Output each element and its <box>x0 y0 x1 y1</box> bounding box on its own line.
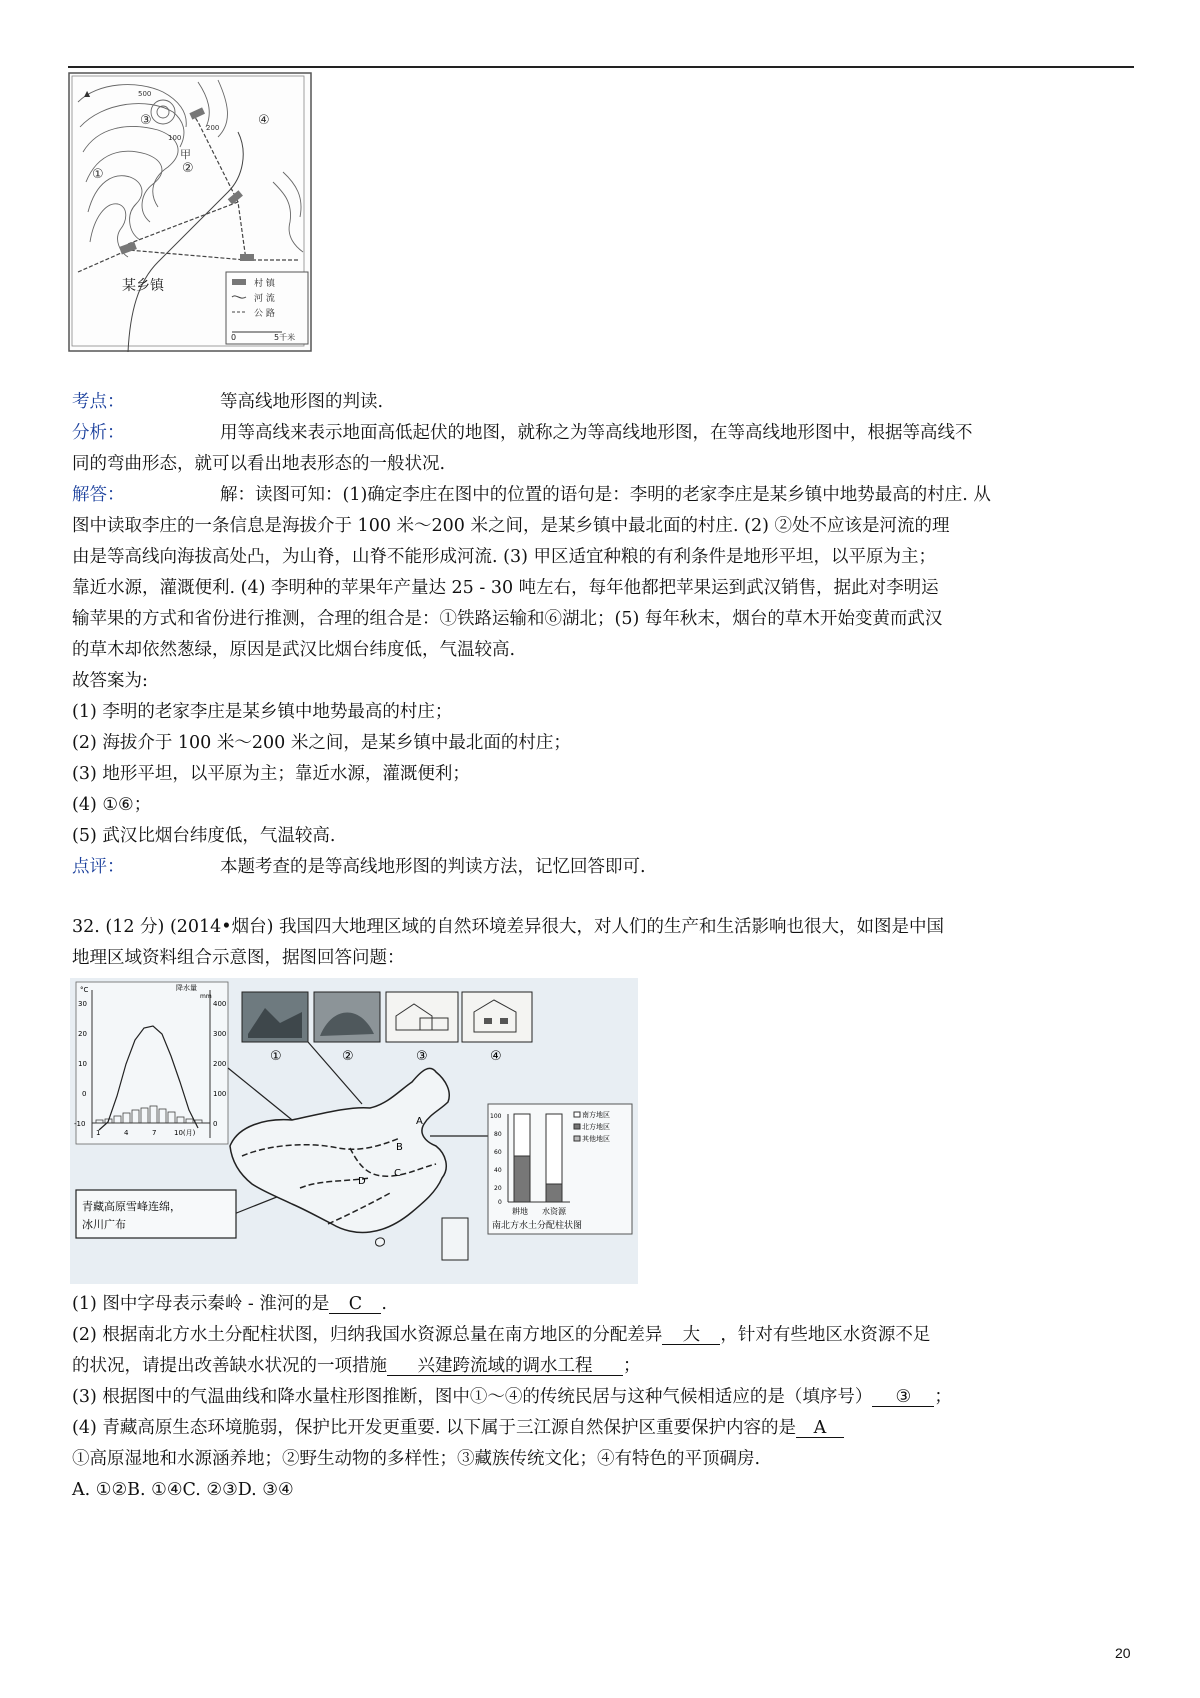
bar-x-gengdi: 耕地 <box>512 1207 528 1216</box>
map-marker-4: ④ <box>258 113 270 128</box>
month-7: 7 <box>152 1129 157 1137</box>
contour-200-label: 200 <box>206 124 220 132</box>
precip-tick-200: 200 <box>213 1060 227 1068</box>
scale-zero: 0 <box>231 333 237 342</box>
bar-y-60: 60 <box>494 1149 502 1156</box>
plateau-note-line1: 青藏高原雪峰连绵， <box>82 1200 181 1213</box>
legend-road: 公 路 <box>254 309 275 319</box>
sub2-end: ，针对有些地区水资源不足 <box>720 1325 931 1345</box>
bar-legend-north: 北方地区 <box>582 1123 610 1131</box>
fenxi-line2: 同的弯曲形态，就可以看出地表形态的一般状况. <box>72 454 446 474</box>
sub1-answer: C <box>329 1295 381 1314</box>
sub2-answer: 大 <box>662 1326 720 1345</box>
precip-tick-400: 400 <box>213 1000 227 1008</box>
contour-100-label: 100 <box>168 134 182 142</box>
legend-village: 村 镇 <box>254 279 275 289</box>
temp-tick-20: 20 <box>78 1030 87 1038</box>
map-letter-A: A <box>416 1116 423 1127</box>
jieda-label: 解答： <box>72 485 125 505</box>
page-number: 20 <box>1115 1645 1131 1661</box>
north-south-bar-chart <box>488 1104 632 1234</box>
map-marker-2: ② <box>182 161 194 176</box>
contour-map-figure <box>68 72 312 352</box>
bar-y-100: 100 <box>490 1113 502 1120</box>
answer-5: (5) 武汉比烟台纬度低，气温较高. <box>72 826 336 846</box>
jieda-line1: 解：读图可知：(1)确定李庄在图中的位置的语句是：李明的老家李庄是某乡镇中地势最高的村庄. 从 <box>220 485 991 505</box>
answer-intro: 故答案为: <box>72 671 148 691</box>
bar-caption: 南北方水土分配柱状图 <box>492 1221 583 1231</box>
jieda-line6: 的草木却依然葱绿，原因是武汉比烟台纬度低，气温较高. <box>72 640 516 660</box>
sub2b-row <box>72 1356 641 1376</box>
precip-tick-0: 0 <box>213 1120 218 1128</box>
photo-label-3: ③ <box>416 1049 428 1064</box>
temp-tick-10: 10 <box>78 1060 87 1068</box>
kaodian-text: 等高线地形图的判读. <box>220 392 384 412</box>
jieda-row <box>72 485 991 505</box>
sub3-row <box>72 1387 952 1407</box>
sub4-options: A. ①②B. ①④C. ②③D. ③④ <box>72 1480 294 1500</box>
bar-legend-other: 其他地区 <box>582 1135 610 1143</box>
jieda-line3: 由是等高线向海拔高处凸，为山脊，山脊不能形成河流. (3) 甲区适宜种粮的有利条件是地形平坦，以平原为主； <box>72 547 936 567</box>
sub2b-answer: 兴建跨流域的调水工程 <box>387 1357 623 1376</box>
sub3-end: ； <box>934 1387 952 1407</box>
map-legend <box>226 272 308 344</box>
map-letter-D: D <box>358 1176 366 1187</box>
map-letter-C: C <box>394 1168 401 1179</box>
jieda-line4: 靠近水源，灌溉便利. (4) 李明种的苹果年产量达 25 - 30 吨左右，每年他都把苹果运到武汉销售，据此对李明运 <box>72 578 939 598</box>
bar-y-20: 20 <box>494 1185 502 1192</box>
temp-tick-0: 0 <box>82 1090 87 1098</box>
sub2b-end: ； <box>623 1356 641 1376</box>
fenxi-row <box>72 423 973 443</box>
sub3-answer: ③ <box>872 1388 934 1407</box>
answer-2: (2) 海拔介于 100 米～200 米之间，是某乡镇中最北面的村庄； <box>72 733 571 753</box>
dianping-row <box>72 857 646 877</box>
precip-tick-300: 300 <box>213 1030 227 1038</box>
temp-tick-neg10: -10 <box>74 1120 86 1128</box>
photo-label-1: ① <box>270 1049 282 1064</box>
temp-tick-30: 30 <box>78 1000 87 1008</box>
bar-y-0: 0 <box>498 1199 502 1206</box>
sub1-row <box>72 1294 387 1314</box>
map-letter-B: B <box>396 1142 403 1153</box>
fenxi-label: 分析： <box>72 423 125 443</box>
answer-4: (4) ①⑥； <box>72 795 152 815</box>
sub3-text: (3) 根据图中的气温曲线和降水量柱形图推断，图中①～④的传统民居与这种气候相适应的是（填序号） <box>72 1387 873 1407</box>
answer-3: (3) 地形平坦，以平原为主；靠近水源，灌溉便利； <box>72 764 470 784</box>
kaodian-label: 考点： <box>72 392 125 412</box>
sub2-text: (2) 根据南北方水土分配柱状图，归纳我国水资源总量在南方地区的分配差异 <box>72 1325 663 1345</box>
q32-stem-line1: 32. (12 分) (2014•烟台) 我国四大地理区域的自然环境差异很大，对人们的生产和生活影响也很大，如图是中国 <box>72 917 945 937</box>
sub4-row <box>72 1418 844 1438</box>
town-label: 某乡镇 <box>122 278 164 294</box>
sub4-line2: ①高原湿地和水源涵养地；②野生动物的多样性；③藏族传统文化；④有特色的平顶碉房. <box>72 1449 761 1469</box>
precip-label: 降水量 <box>176 984 197 992</box>
bar-legend-south: 南方地区 <box>582 1111 610 1119</box>
jieda-line2: 图中读取李庄的一条信息是海拔介于 100 米～200 米之间，是某乡镇中最北面的村庄. (2) ②处不应该是河流的理 <box>72 516 950 536</box>
header-rule <box>68 66 1134 68</box>
fenxi-line1: 用等高线来表示地面高低起伏的地图，就称之为等高线地形图，在等高线地形图中，根据等高线不 <box>220 423 973 443</box>
bar-x-shuiziyuan: 水资源 <box>542 1207 566 1216</box>
map-corner-mark: ▲ <box>84 89 91 98</box>
sub4-text: (4) 青藏高原生态环境脆弱，保护比开发更重要. 以下属于三江源自然保护区重要保护内容的是 <box>72 1418 796 1438</box>
bar-y-80: 80 <box>494 1131 502 1138</box>
photo-label-2: ② <box>342 1049 354 1064</box>
plateau-note-line2: 冰川广布 <box>82 1218 126 1231</box>
contour-500-label: 500 <box>138 90 152 98</box>
region-composite-figure <box>70 978 638 1284</box>
sub1-text: (1) 图中字母表示秦岭 - 淮河的是 <box>72 1294 330 1314</box>
kaodian-row <box>72 392 383 412</box>
map-marker-3: ③ <box>140 113 152 128</box>
month-10: 10(月) <box>174 1129 196 1137</box>
temp-unit: °C <box>80 986 89 994</box>
q32-stem-line2: 地理区域资料组合示意图，据图回答问题： <box>72 948 405 968</box>
map-region-jia: 甲 <box>180 148 191 161</box>
bar-y-40: 40 <box>494 1167 502 1174</box>
month-4: 4 <box>124 1129 129 1137</box>
sub2-row <box>72 1325 930 1345</box>
map-marker-1: ① <box>92 167 104 182</box>
sub1-end: . <box>381 1294 387 1314</box>
precip-unit: mm <box>200 993 212 1000</box>
month-1: 1 <box>96 1129 101 1137</box>
scale-value: 5千米 <box>274 333 296 342</box>
dianping-text: 本题考查的是等高线地形图的判读方法，记忆回答即可. <box>220 857 646 877</box>
jieda-line5: 输苹果的方式和省份进行推测，合理的组合是：①铁路运输和⑥湖北；(5) 每年秋末，烟台的草木开始变黄而武汉 <box>72 609 943 629</box>
dianping-label: 点评： <box>72 857 125 877</box>
answer-1: (1) 李明的老家李庄是某乡镇中地势最高的村庄； <box>72 702 453 722</box>
precip-tick-100: 100 <box>213 1090 227 1098</box>
sub4-answer: A <box>796 1419 844 1438</box>
photo-label-4: ④ <box>490 1049 502 1064</box>
plateau-note <box>76 1190 236 1238</box>
climate-chart <box>74 982 228 1144</box>
legend-river: 河 流 <box>254 294 275 304</box>
sub2b-text: 的状况，请提出改善缺水状况的一项措施 <box>72 1356 387 1376</box>
